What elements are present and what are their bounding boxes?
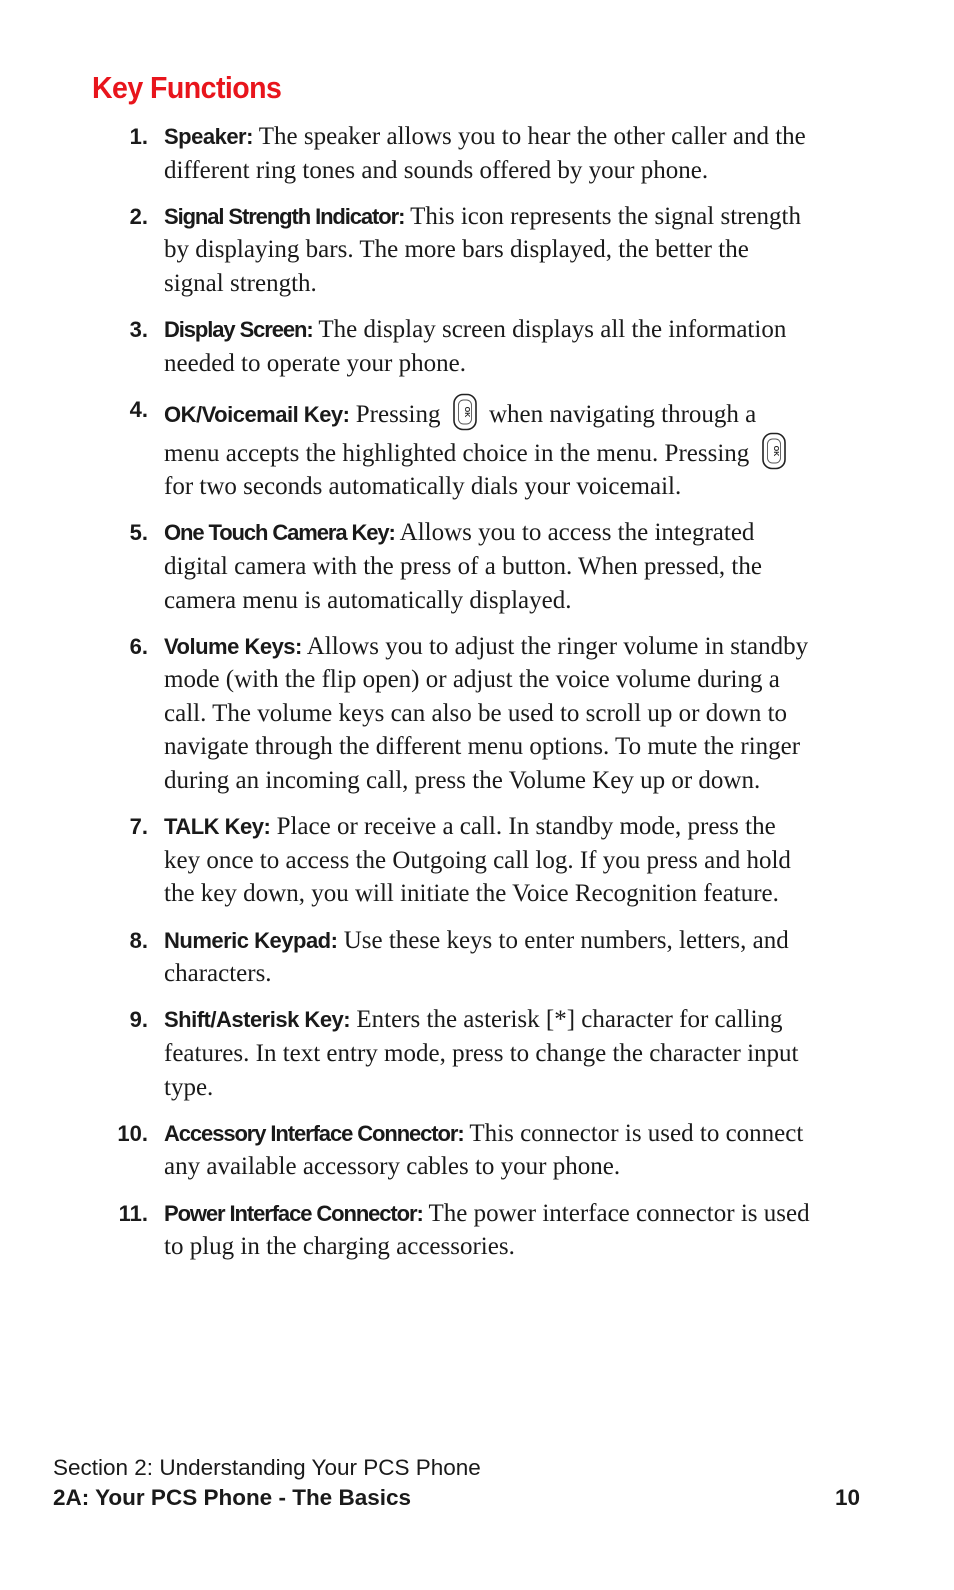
- page-number: 10: [834, 1485, 860, 1510]
- item-term: Numeric Keypad:: [164, 927, 338, 953]
- key-functions-list: [0, 120, 954, 1276]
- svg-text:OK: OK: [771, 445, 779, 456]
- item-number: 5.: [129, 520, 148, 546]
- item-number: 6.: [129, 633, 148, 659]
- item-description: Place or receive a call. In standby mode, press the key once to access the Outgoing call log. If you press and hold the key down, you will initiate the Voice Recognition feature.: [164, 813, 791, 908]
- list-item: [129, 313, 814, 380]
- ok-voicemail-key-icon: [451, 393, 479, 431]
- item-term: Shift/Asterisk Key:: [164, 1007, 351, 1033]
- list-item: [129, 120, 814, 187]
- item-term: Power Interface Connector:: [164, 1200, 423, 1226]
- item-term: Signal Strength Indicator:: [164, 203, 405, 229]
- list-item: [129, 1003, 814, 1104]
- item-number: 7.: [129, 814, 148, 840]
- list-item: [118, 1197, 814, 1264]
- item-number: 9.: [129, 1007, 148, 1033]
- item-term: Display Screen:: [164, 317, 313, 343]
- item-term: Volume Keys:: [164, 633, 302, 659]
- item-description: Allows you to access the integrated digital camera with the press of a button. When pressed, the camera menu is automatically displayed.: [164, 519, 762, 614]
- item-term: TALK Key:: [164, 814, 271, 840]
- list-item: [129, 200, 814, 301]
- item-number: 1.: [129, 124, 148, 149]
- list-item: [129, 810, 814, 911]
- item-number: 8.: [129, 927, 148, 953]
- svg-text:OK: OK: [462, 406, 470, 418]
- item-description: This connector is used to connect any available accessory cables to your phone.: [164, 1119, 804, 1181]
- item-number: 11.: [118, 1200, 148, 1226]
- item-description-part: Pressing: [355, 400, 441, 428]
- item-description-part: when navigating through a menu accepts the highlighted choice in the menu. Pressing: [164, 400, 757, 467]
- section-heading: Key Functions: [92, 70, 282, 105]
- list-item: [117, 1117, 814, 1184]
- item-term: Speaker:: [164, 124, 253, 149]
- item-description-part: for two seconds automatically dials your voicemail.: [164, 473, 682, 501]
- item-term: OK/Voicemail Key:: [164, 401, 350, 427]
- item-description: The display screen displays all the information needed to operate your phone.: [164, 316, 787, 377]
- list-item: [129, 393, 814, 504]
- list-item: [129, 630, 814, 798]
- item-term: One Touch Camera Key:: [164, 520, 395, 546]
- list-item: [129, 516, 814, 617]
- item-number: 10.: [117, 1120, 148, 1146]
- item-term: Accessory Interface Connector:: [164, 1120, 464, 1146]
- item-description: Allows you to adjust the ringer volume in standby mode (with the flip open) or adjust the voice volume during a call. The volume keys can also be used to scroll up or down to navigate through the different menu options. To mute the ringer during an incoming call, press the Volume Key up or down.: [164, 632, 809, 795]
- footer-section-title: Section 2: Understanding Your PCS Phone: [53, 1455, 481, 1480]
- list-item: [129, 924, 814, 991]
- item-description: The power interface connector is used to plug in the charging accessories.: [164, 1199, 810, 1261]
- item-description: Enters the asterisk [*] character for calling features. In text entry mode, press to change the character input type.: [164, 1006, 799, 1101]
- item-description: This icon represents the signal strength by displaying bars. The more bars displayed, the better the signal strength.: [164, 202, 802, 297]
- item-description: The speaker allows you to hear the other caller and the different ring tones and sounds offered by your phone.: [164, 123, 806, 184]
- item-number: 3.: [129, 317, 148, 343]
- ok-voicemail-key-icon: [760, 432, 788, 470]
- item-number: 2.: [129, 203, 148, 229]
- item-description: Use these keys to enter numbers, letters, and characters.: [164, 926, 789, 988]
- item-number: 4.: [129, 396, 148, 422]
- footer-chapter-title: 2A: Your PCS Phone - The Basics: [53, 1485, 412, 1510]
